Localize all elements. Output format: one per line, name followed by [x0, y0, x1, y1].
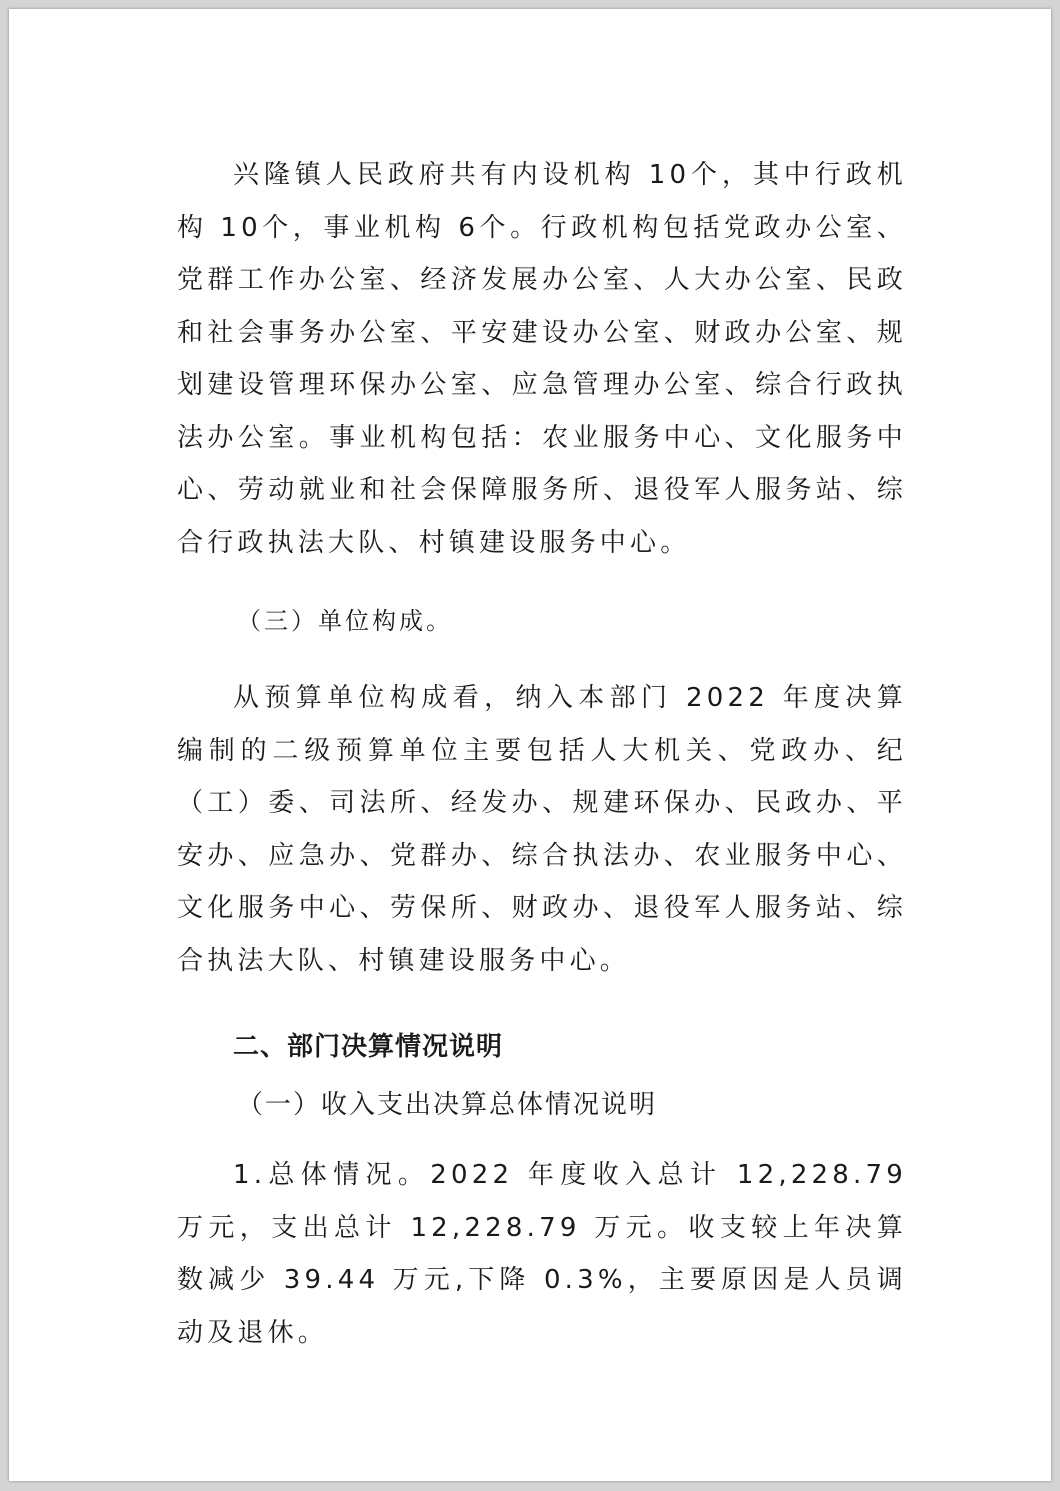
overall-situation-paragraph: 1.总体情况。2022 年度收入总计 12,228.79 万元，支出总计 12,228.79 万元。收支较上年决算数减少 39.44 万元,下降 0.3%，主要原因是人员调动及退休。	[177, 1160, 907, 1348]
document-page	[9, 9, 1051, 1481]
section-two-heading: 二、部门决算情况说明	[233, 1032, 504, 1062]
budget-units-paragraph: 从预算单位构成看，纳入本部门 2022 年度决算编制的二级预算单位主要包括人大机关、党政办、纪（工）委、司法所、经发办、规建环保办、民政办、平安办、应急办、党群办、综合执法办、农业服务中心、文化服务中心、劳保所、财政办、退役军人服务站、综合执法大队、村镇建设服务中心。	[177, 683, 907, 976]
institutions-paragraph: 兴隆镇人民政府共有内设机构 10个，其中行政机构 10个，事业机构 6个。行政机构包括党政办公室、党群工作办公室、经济发展办公室、人大办公室、民政和社会事务办公室、平安建设办公室、财政办公室、规划建设管理环保办公室、应急管理办公室、综合行政执法办公室。事业机构包括：农业服务中心、文化服务中心、劳动就业和社会保障服务所、退役军人服务站、综合行政执法大队、村镇建设服务中心。	[177, 160, 907, 558]
income-expense-heading: （一）收入支出决算总体情况说明	[237, 1090, 658, 1120]
unit-composition-heading: （三）单位构成。	[237, 607, 453, 635]
document-body	[177, 149, 907, 1359]
